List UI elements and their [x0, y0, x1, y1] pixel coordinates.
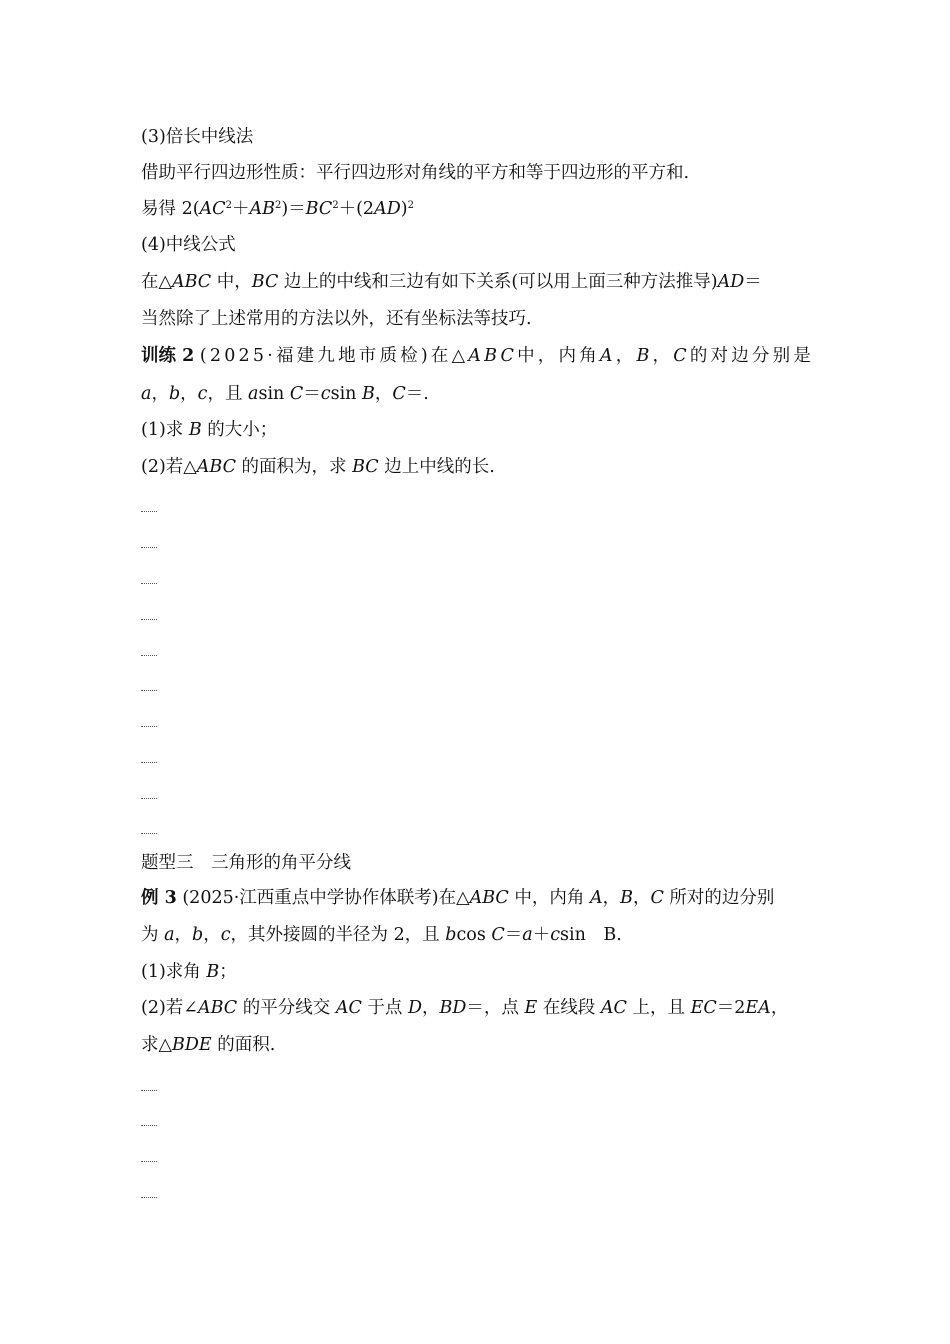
section-heading-3: (3)倍长中线法: [141, 127, 254, 147]
training-2-part-2: (2)若△ABC 的面积为，求 BC 边上中线的长.: [141, 457, 495, 477]
answer-line[interactable]: [141, 726, 157, 727]
answer-line[interactable]: [141, 1125, 157, 1126]
training-2-question-line-2: a，b，c，且 asin C＝csin B，C＝.: [141, 384, 429, 404]
training-2-label: 训练 2: [141, 346, 195, 366]
answer-line[interactable]: [141, 511, 157, 512]
answer-line[interactable]: [141, 655, 157, 656]
median-formula-intro: 在△ABC 中，BC 边上的中线和三边有如下关系(可以用上面三种方法推导)AD＝: [141, 272, 762, 292]
answer-line[interactable]: [141, 1161, 157, 1162]
example-3-part-2-continued: 求△BDE 的面积.: [141, 1035, 276, 1055]
answer-line[interactable]: [141, 619, 157, 620]
example-3-label: 例 3: [141, 888, 177, 908]
answer-line[interactable]: [141, 833, 157, 834]
answer-line[interactable]: [141, 762, 157, 763]
answer-line[interactable]: [141, 1090, 157, 1091]
example-3-part-1: (1)求角 B；: [141, 962, 237, 982]
training-2-question-line-1: 训练 2 (2025·福建九地市质检)在△ABC中，内角A，B，C的对边分别是: [141, 346, 815, 366]
median-formula-line: 易得 $2(AC^2+AB^2)=BC^2+(2AD)^2$: [141, 199, 414, 219]
example-3-question-line-2: 为 a，b，c，其外接圆的半径为 2，且 bcos C＝a＋csin B.: [141, 925, 622, 945]
answer-line[interactable]: [141, 583, 157, 584]
example-3-question-line-1: 例 3 (2025·江西重点中学协作体联考)在△ABC 中，内角 A，B，C 所对的边分别: [141, 888, 775, 908]
training-2-source: (2025·福建九地市质检): [199, 346, 431, 366]
other-methods-note: 当然除了上述常用的方法以外，还有坐标法等技巧.: [141, 309, 532, 329]
answer-line[interactable]: [141, 798, 157, 799]
answer-line[interactable]: [141, 690, 157, 691]
answer-line[interactable]: [141, 547, 157, 548]
example-3-source: (2025·江西重点中学协作体联考): [182, 888, 439, 908]
topic-3-heading: 题型三 三角形的角平分线: [141, 853, 351, 873]
example-3-part-2: (2)若∠ABC 的平分线交 AC 于点 D，BD＝，点 E 在线段 AC 上，且 EC＝2EA，: [141, 998, 789, 1018]
parallelogram-property-text: 借助平行四边形性质：平行四边形对角线的平方和等于四边形的平方和.: [141, 163, 690, 183]
section-heading-4: (4)中线公式: [141, 235, 236, 255]
answer-line[interactable]: [141, 1197, 157, 1198]
training-2-part-1: (1)求 B 的大小；: [141, 420, 278, 440]
